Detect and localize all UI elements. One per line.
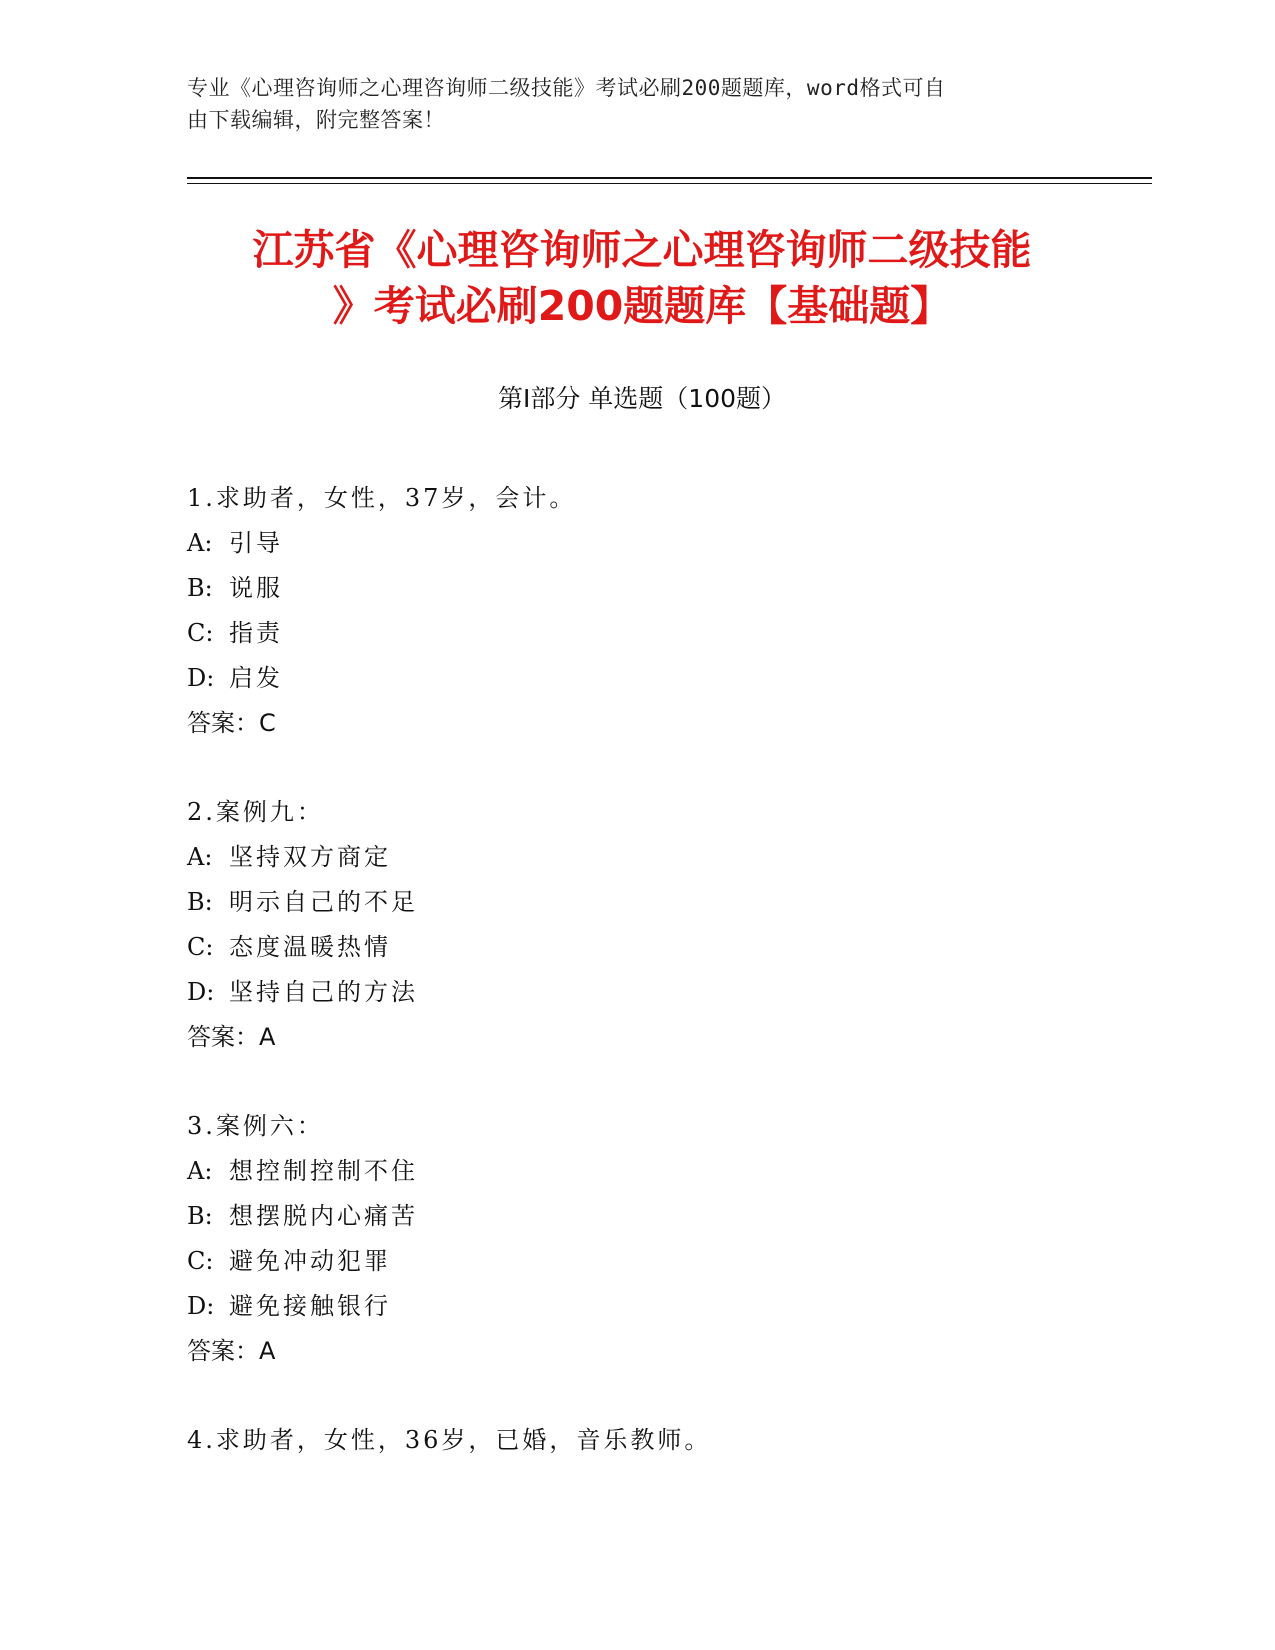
option-text: 想控制控制不住 — [229, 1157, 418, 1185]
option-key: B: — [187, 574, 213, 602]
option-text: 坚持双方商定 — [229, 843, 391, 871]
option-key: C: — [187, 933, 214, 961]
question-4 — [187, 1418, 1087, 1463]
option-key: D: — [187, 978, 215, 1006]
header-note-line-1: 专业《心理咨询师之心理咨询师二级技能》考试必刷200题题库，word格式可自 — [187, 76, 946, 100]
option-d — [187, 656, 1087, 701]
question-stem: 2.案例九： — [187, 798, 324, 826]
option-key: C: — [187, 619, 214, 647]
header-divider-thick — [187, 177, 1152, 179]
question-1 — [187, 476, 1087, 746]
option-key: A: — [187, 843, 213, 871]
option-key: C: — [187, 1247, 214, 1275]
document-title-line-2: 》考试必刷200题题库【基础题】 — [332, 282, 952, 330]
question-stem: 3.案例六： — [187, 1112, 324, 1140]
option-c — [187, 1239, 1087, 1284]
option-d — [187, 970, 1087, 1015]
option-a — [187, 521, 1087, 566]
option-a — [187, 835, 1087, 880]
answer-line: 答案：A — [187, 1337, 276, 1365]
answer-line: 答案：C — [187, 709, 276, 737]
header-divider-thin — [187, 183, 1152, 184]
header-note-line-2: 由下载编辑，附完整答案！ — [187, 108, 445, 132]
option-b — [187, 880, 1087, 925]
question-2 — [187, 790, 1087, 1060]
document-title — [187, 222, 1097, 334]
option-text: 态度温暖热情 — [229, 933, 391, 961]
option-d — [187, 1284, 1087, 1329]
option-text: 避免接触银行 — [229, 1292, 391, 1320]
option-b — [187, 1194, 1087, 1239]
question-3 — [187, 1104, 1087, 1374]
document-title-line-1: 江苏省《心理咨询师之心理咨询师二级技能 — [252, 226, 1032, 274]
option-c — [187, 925, 1087, 970]
option-b — [187, 566, 1087, 611]
question-list — [187, 476, 1087, 1507]
question-stem: 1.求助者，女性，37岁，会计。 — [187, 484, 577, 512]
option-text: 引导 — [229, 529, 283, 557]
option-key: D: — [187, 664, 215, 692]
option-key: A: — [187, 529, 213, 557]
option-key: A: — [187, 1157, 213, 1185]
option-text: 启发 — [229, 664, 283, 692]
option-text: 想摆脱内心痛苦 — [229, 1202, 418, 1230]
option-text: 明示自己的不足 — [229, 888, 418, 916]
option-key: B: — [187, 888, 213, 916]
option-text: 坚持自己的方法 — [229, 978, 418, 1006]
option-c — [187, 611, 1087, 656]
option-key: D: — [187, 1292, 215, 1320]
option-text: 指责 — [229, 619, 283, 647]
option-key: B: — [187, 1202, 213, 1230]
answer-line: 答案：A — [187, 1023, 276, 1051]
option-text: 避免冲动犯罪 — [229, 1247, 391, 1275]
option-a — [187, 1149, 1087, 1194]
option-text: 说服 — [229, 574, 283, 602]
header-note — [187, 72, 1067, 136]
section-title: 第Ⅰ部分 单选题（100题） — [497, 384, 787, 413]
question-stem: 4.求助者，女性，36岁，已婚，音乐教师。 — [187, 1426, 712, 1454]
